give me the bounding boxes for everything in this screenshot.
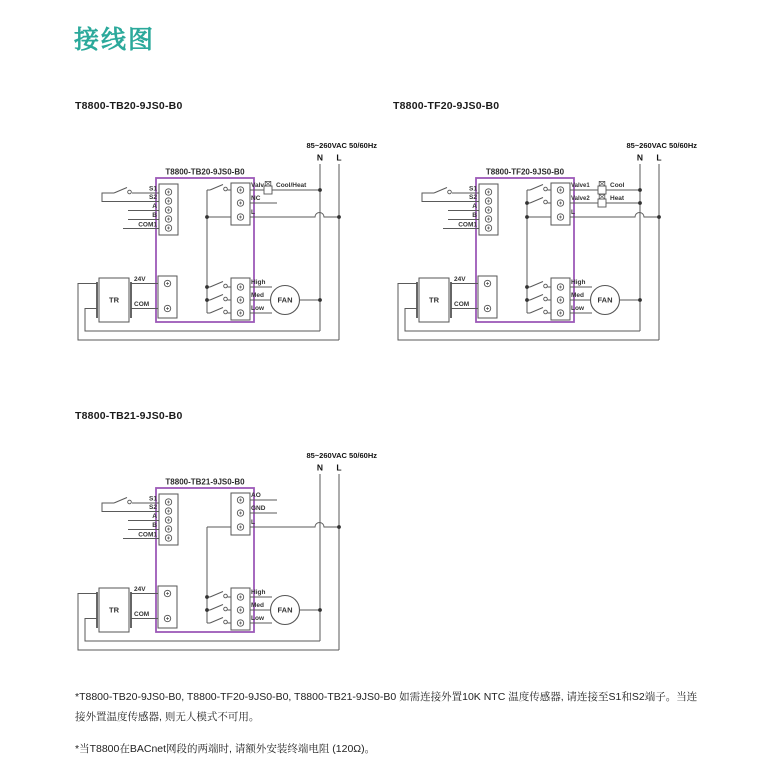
screw-terminal-icon — [165, 535, 171, 541]
screw-terminal-icon — [164, 590, 170, 596]
terminal-label: Valve2 — [571, 196, 590, 202]
screw-terminal-icon — [484, 280, 490, 286]
junction-dot — [318, 608, 322, 612]
screw-terminal-icon — [237, 284, 243, 290]
screw-terminal-icon — [165, 216, 171, 222]
controller-box-label: T8800-TB21-9JS0-B0 — [165, 477, 245, 487]
terminal-label: L — [251, 519, 255, 526]
terminal-label: S2 — [469, 194, 477, 201]
junction-dot — [205, 215, 209, 219]
terminal-label: S1 — [149, 495, 157, 503]
valve-function-label: Heat — [610, 195, 625, 202]
screw-terminal-icon — [237, 524, 243, 530]
transformer-label: TR — [109, 605, 119, 615]
transformer-label: TR — [429, 295, 439, 305]
wiring-diagram-tf20 — [390, 135, 710, 350]
switch-icon — [210, 295, 227, 301]
screw-terminal-icon — [237, 200, 243, 206]
neutral-label: N — [316, 462, 324, 473]
terminal-label: GND — [251, 505, 266, 512]
wiring-diagram-tb20 — [70, 135, 390, 350]
screw-terminal-icon — [237, 187, 243, 193]
screw-terminal-icon — [165, 517, 171, 523]
valve-function-label: Cool — [610, 182, 625, 189]
junction-dot — [525, 285, 529, 289]
screw-terminal-icon — [557, 187, 563, 193]
screw-terminal-icon — [165, 225, 171, 231]
terminal-label: Med — [251, 602, 264, 609]
terminal-label: COM — [454, 301, 470, 308]
screw-terminal-icon — [485, 207, 491, 213]
junction-dot — [337, 215, 341, 219]
switch-icon — [210, 308, 227, 314]
live-label: L — [336, 462, 342, 473]
terminal-label: A — [152, 203, 157, 210]
fan-label: FAN — [277, 295, 293, 305]
switch-icon — [530, 295, 547, 301]
switch-icon — [210, 592, 227, 598]
terminal-label: COM1 — [138, 531, 157, 539]
switch-icon — [114, 498, 131, 504]
screw-terminal-icon — [165, 508, 171, 514]
screw-terminal-icon — [164, 305, 170, 311]
terminal-label: A — [472, 203, 477, 210]
terminal-label: B — [152, 212, 157, 219]
controller-box-label: T8800-TB20-9JS0-B0 — [165, 167, 245, 177]
screw-terminal-icon — [237, 297, 243, 303]
screw-terminal-icon — [484, 305, 490, 311]
page-title: 接线图 — [74, 26, 156, 54]
terminal-label: Valve1 — [571, 183, 590, 189]
valve-icon — [264, 181, 272, 194]
switch-icon — [530, 282, 547, 288]
terminal-label: COM1 — [138, 221, 157, 229]
screw-terminal-icon — [165, 207, 171, 213]
junction-dot — [205, 285, 209, 289]
neutral-label: N — [636, 152, 644, 163]
terminal-label: High — [251, 279, 266, 286]
terminal-label: S1 — [149, 185, 157, 193]
screw-terminal-icon — [557, 310, 563, 316]
junction-dot — [205, 298, 209, 302]
terminal-label: L — [571, 209, 575, 216]
junction-dot — [657, 215, 661, 219]
screw-terminal-icon — [165, 189, 171, 195]
footnote: *当T8800在BACnet网段的两端时, 请额外安装终端电阻 (120Ω)。 — [75, 743, 376, 755]
switch-icon — [530, 198, 547, 204]
switch-icon — [210, 605, 227, 611]
screw-terminal-icon — [237, 607, 243, 613]
terminal-label: COM1 — [458, 221, 477, 229]
terminal-label: 24V — [134, 276, 146, 283]
screw-terminal-icon — [557, 297, 563, 303]
switch-icon — [530, 308, 547, 314]
screw-terminal-icon — [557, 284, 563, 290]
diagram-heading-tf20: T8800-TF20-9JS0-B0 — [393, 100, 500, 112]
screw-terminal-icon — [165, 198, 171, 204]
live-label: L — [656, 152, 662, 163]
switch-icon — [210, 282, 227, 288]
terminal-label: 24V — [454, 276, 466, 283]
junction-dot — [525, 215, 529, 219]
neutral-label: N — [316, 152, 324, 163]
wiring-diagram-tb21 — [70, 445, 390, 660]
terminal-label: High — [251, 589, 266, 596]
junction-dot — [638, 188, 642, 192]
screw-terminal-icon — [165, 499, 171, 505]
terminal-label: S2 — [149, 194, 157, 201]
terminal-label: B — [152, 522, 157, 529]
terminal-label: Low — [571, 305, 584, 312]
footnote: *T8800-TB20-9JS0-B0, T8800-TF20-9JS0-B0, T8800-TB21-9JS0-B0 如需连接外置10K NTC 温度传感器, 请连接至S1和S2端子。当连接外置温度传感器, 则无人模式不可用。 — [75, 691, 698, 724]
screw-terminal-icon — [237, 214, 243, 220]
switch-icon — [530, 185, 547, 191]
junction-dot — [337, 525, 341, 529]
controller-box-label: T8800-TF20-9JS0-B0 — [485, 167, 565, 177]
screw-terminal-icon — [557, 200, 563, 206]
screw-terminal-icon — [485, 216, 491, 222]
terminal-label: AO — [251, 492, 261, 499]
fan-label: FAN — [277, 605, 293, 615]
screw-terminal-icon — [164, 280, 170, 286]
terminal-label: Med — [571, 292, 584, 299]
screw-terminal-icon — [237, 310, 243, 316]
live-label: L — [336, 152, 342, 163]
transformer-label: TR — [109, 295, 119, 305]
switch-icon — [434, 188, 451, 194]
junction-dot — [525, 298, 529, 302]
junction-dot — [638, 298, 642, 302]
junction-dot — [205, 608, 209, 612]
terminal-label: Low — [251, 305, 264, 312]
power-rating-label: 85~260VAC 50/60Hz — [626, 141, 697, 150]
terminal-label: S2 — [149, 504, 157, 511]
junction-dot — [318, 298, 322, 302]
valve-icon — [598, 194, 606, 207]
terminal-label: COM — [134, 611, 150, 618]
screw-terminal-icon — [485, 225, 491, 231]
terminal-label: A — [152, 513, 157, 520]
power-rating-label: 85~260VAC 50/60Hz — [306, 141, 377, 150]
junction-dot — [205, 595, 209, 599]
switch-icon — [210, 618, 227, 624]
terminal-label: High — [571, 279, 586, 286]
terminal-label: S1 — [469, 185, 477, 193]
screw-terminal-icon — [237, 594, 243, 600]
fan-label: FAN — [597, 295, 613, 305]
switch-icon — [114, 188, 131, 194]
screw-terminal-icon — [557, 214, 563, 220]
screw-terminal-icon — [165, 526, 171, 532]
junction-dot — [318, 188, 322, 192]
terminal-label: NC — [251, 195, 261, 202]
screw-terminal-icon — [485, 189, 491, 195]
screw-terminal-icon — [164, 615, 170, 621]
junction-dot — [525, 201, 529, 205]
valve-function-label: Cool/Heat — [276, 182, 307, 189]
terminal-label: 24V — [134, 586, 146, 593]
terminal-label: B — [472, 212, 477, 219]
junction-dot — [638, 201, 642, 205]
terminal-label: COM — [134, 301, 150, 308]
terminal-label: L — [251, 209, 255, 216]
terminal-label: Low — [251, 615, 264, 622]
switch-icon — [210, 185, 227, 191]
screw-terminal-icon — [485, 198, 491, 204]
terminal-label: Med — [251, 292, 264, 299]
power-rating-label: 85~260VAC 50/60Hz — [306, 451, 377, 460]
terminal-label: Valv — [251, 182, 265, 189]
diagram-heading-tb20: T8800-TB20-9JS0-B0 — [75, 100, 183, 112]
valve-icon — [598, 181, 606, 194]
screw-terminal-icon — [237, 620, 243, 626]
screw-terminal-icon — [237, 510, 243, 516]
diagram-heading-tb21: T8800-TB21-9JS0-B0 — [75, 410, 183, 422]
screw-terminal-icon — [237, 497, 243, 503]
